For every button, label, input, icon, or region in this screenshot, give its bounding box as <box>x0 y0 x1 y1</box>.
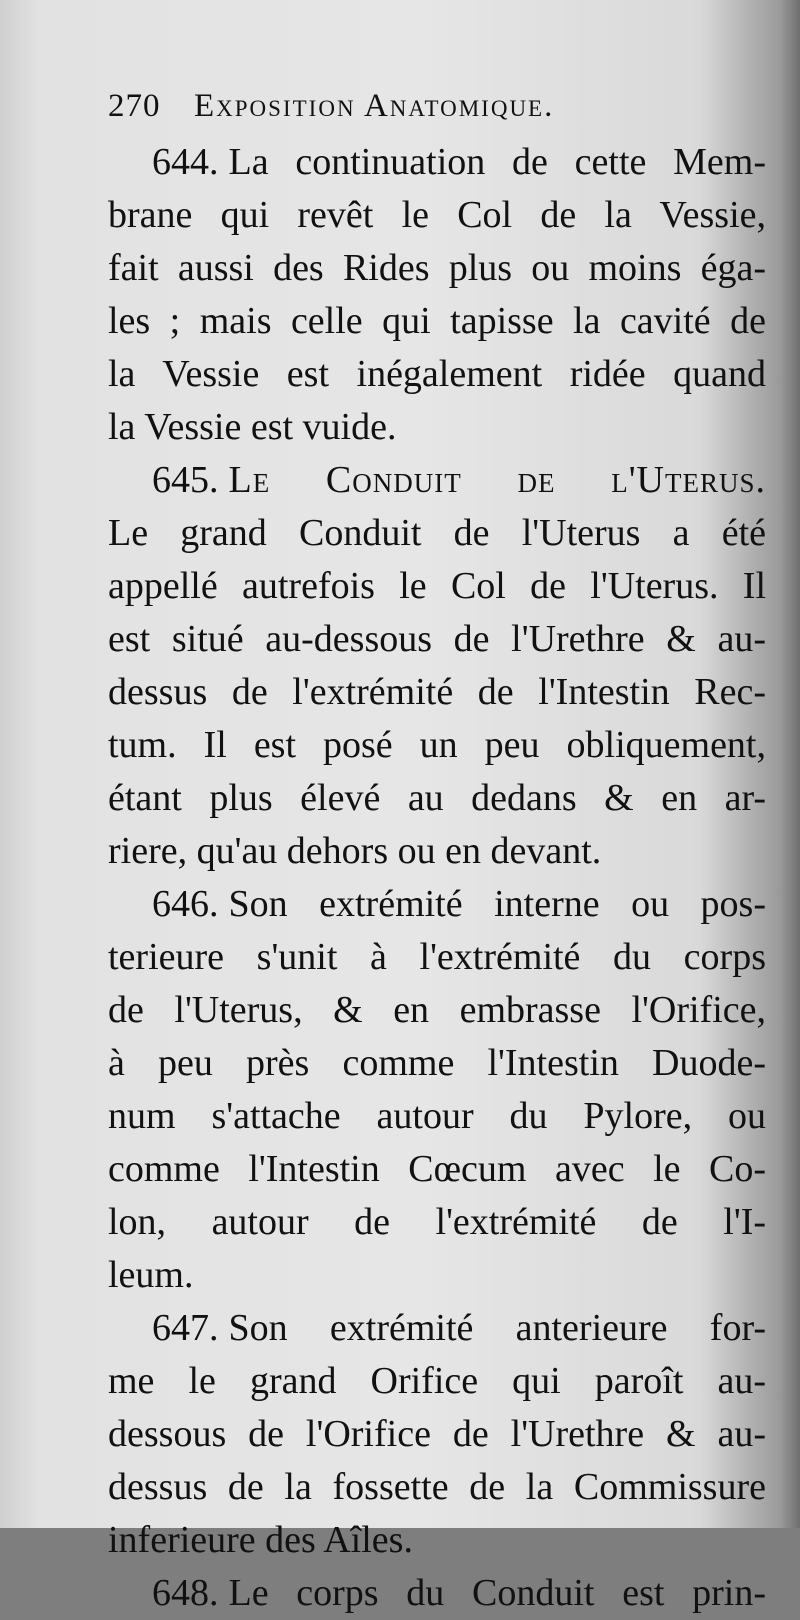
text-line: de l'Uterus, & en embrasse l'Orifice, <box>108 989 766 1031</box>
page-number: 270 <box>108 88 161 124</box>
text-line: me le grand Orifice qui paroît au- <box>108 1360 766 1402</box>
text-line: riere, qu'au dehors ou en devant. <box>108 830 602 872</box>
text-line: dessus de l'extrémité de l'Intestin Rec- <box>108 671 766 713</box>
line-text: La continuation de cette Mem- <box>228 141 766 183</box>
text-line: tum. Il est posé un peu obliquement, <box>108 724 766 766</box>
paragraph-644-line-1 <box>108 136 766 189</box>
text-line: est situé au-dessous de l'Urethre & au- <box>108 618 766 660</box>
text-line: Le grand Conduit de l'Uterus a été <box>108 512 766 554</box>
text-line: à peu près comme l'Intestin Duode- <box>108 1042 766 1084</box>
text-line: la Vessie est vuide. <box>108 406 397 448</box>
page-text <box>108 76 766 1620</box>
text-line: étant plus élevé au dedans & en ar- <box>108 777 766 819</box>
paragraph-648-line-1 <box>108 1567 766 1620</box>
text-line: les ; mais celle qui tapisse la cavité de <box>108 300 766 342</box>
section-number: 646. <box>152 883 219 925</box>
text-line: la Vessie est inégalement ridée quand <box>108 353 766 395</box>
text-line: inferieure des Aîles. <box>108 1519 413 1561</box>
text-line: lon, autour de l'extrémité de l'I- <box>108 1201 766 1243</box>
paragraph-645-heading-line <box>108 454 766 507</box>
text-line: appellé autrefois le Col de l'Uterus. Il <box>108 565 766 607</box>
line-text: Son extrémité interne ou pos- <box>228 883 766 925</box>
text-line: dessous de l'Orifice de l'Urethre & au- <box>108 1413 766 1455</box>
line-text: Son extrémité anterieure for- <box>228 1307 766 1349</box>
text-line: comme l'Intestin Cœcum avec le Co- <box>108 1148 766 1190</box>
section-number: 648. <box>152 1572 219 1614</box>
running-title: Exposition Anatomique. <box>194 88 555 124</box>
paragraph-647-line-1 <box>108 1302 766 1355</box>
text-line: brane qui revêt le Col de la Vessie, <box>108 194 766 236</box>
section-number: 645. <box>152 459 219 501</box>
text-line: dessus de la fossette de la Commissure <box>108 1466 766 1508</box>
section-heading: Le Conduit de l'Uterus. <box>228 459 766 501</box>
text-line: fait aussi des Rides plus ou moins éga- <box>108 247 766 289</box>
running-header <box>108 76 766 136</box>
section-number: 644. <box>152 141 219 183</box>
text-line: terieure s'unit à l'extrémité du corps <box>108 936 766 978</box>
section-number: 647. <box>152 1307 219 1349</box>
text-line: leum. <box>108 1254 194 1296</box>
line-text: Le corps du Conduit est prin- <box>228 1572 766 1614</box>
text-line: num s'attache autour du Pylore, ou <box>108 1095 766 1137</box>
paragraph-646-line-1 <box>108 878 766 931</box>
